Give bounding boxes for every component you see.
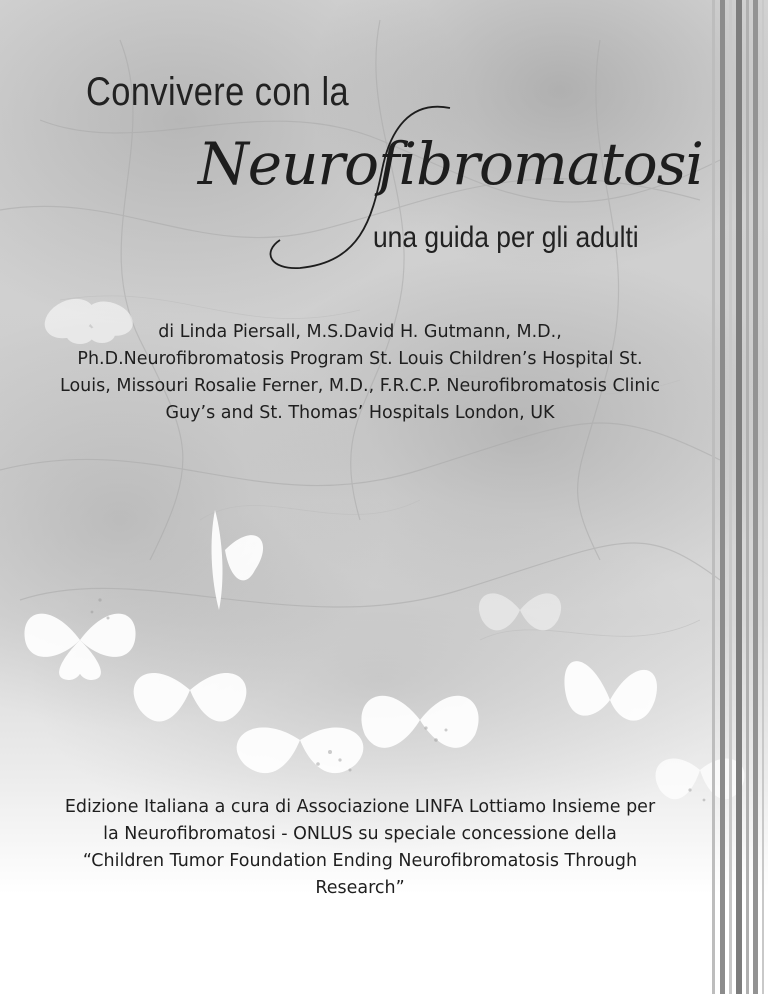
edition-credits: Edizione Italiana a cura di Associazione LINFA Lottiamo Insieme per la Neurofibromatosi - ONLUS su speciale concessione della “Children Tumor Foundation Ending Neurofibromatosis Through Research”: [64, 797, 656, 898]
title-script: Neurofibromatosi: [198, 130, 703, 198]
title-line-1: Convivere con la: [86, 70, 350, 114]
subtitle: una guida per gli adulti: [373, 221, 639, 254]
authors-credits: di Linda Piersall, M.S.David H. Gutmann, M.D., Ph.D.Neurofibromatosis Program St. Louis Children’s Hospital St. Louis, Missouri Rosalie Ferner, M.D., F.R.C.P. Neurofibromatosis Clinic Guy’s and St. Thomas’ Hospitals London, UK: [60, 322, 660, 423]
